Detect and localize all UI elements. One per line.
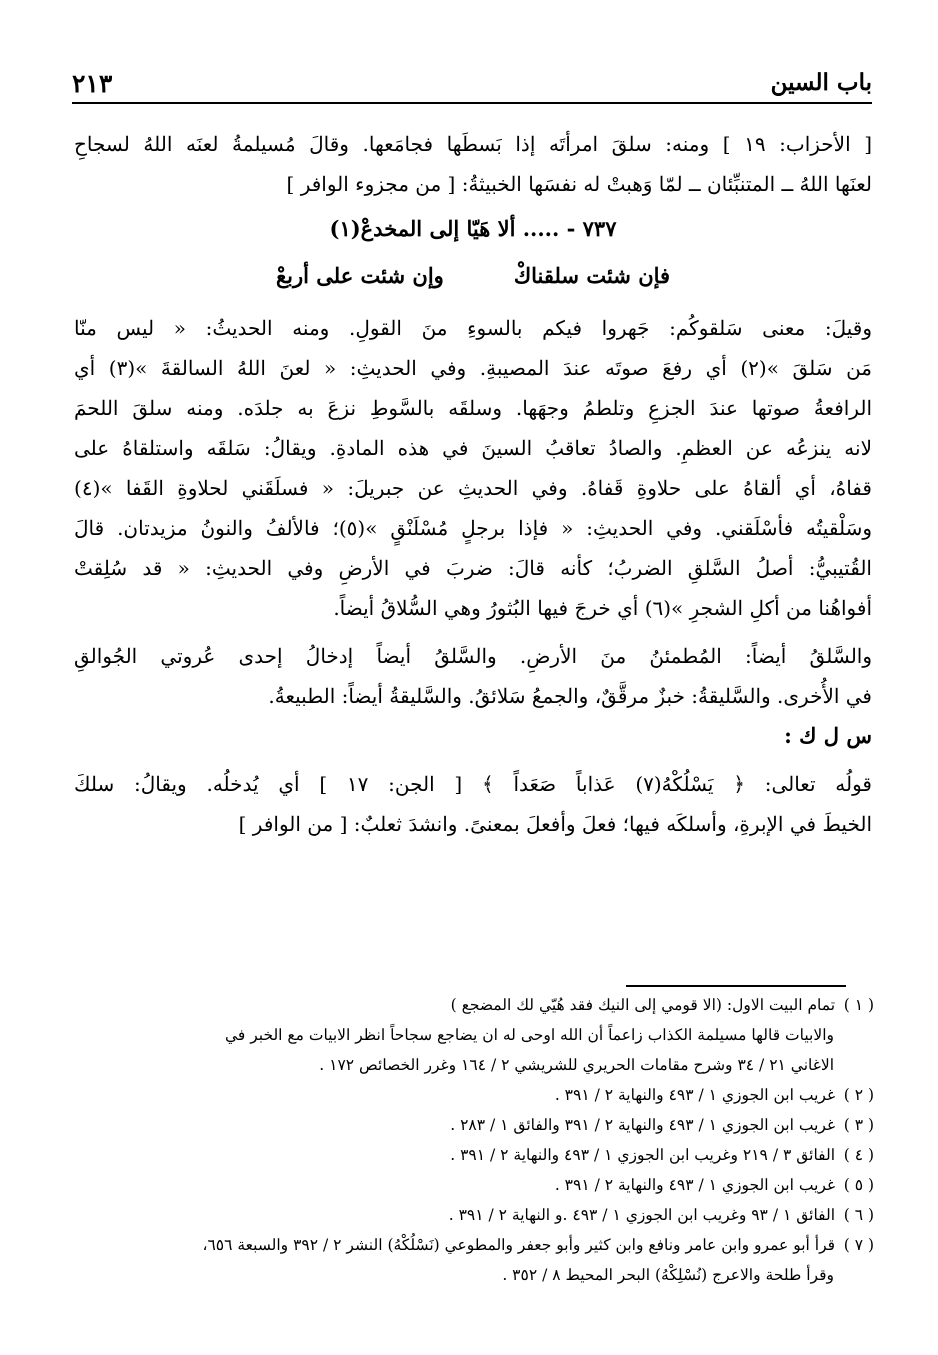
verse-hemistich-2: وإن شئت على أربعْ: [275, 263, 444, 288]
footnote-text: الاغاني ٢١ / ٣٤ وشرح مقامات الحريري للشريشي ٢ / ١٦٤ وغرر الخصائص ١٧٢ .: [319, 1056, 834, 1074]
footnote-number: ( ٧ ): [843, 1236, 874, 1254]
page-header: [72, 58, 872, 104]
page-number: ٢١٣: [72, 69, 113, 98]
footnote-number: ( ٢ ): [843, 1086, 874, 1104]
text-line: وقيلَ: معنى سَلقوكُم: جَهروا فيكم بالسوءِ منَ القولِ. ومنه الحديثُ: « ليس منّا: [74, 316, 872, 340]
footnote-text: غريب ابن الجوزي ١ / ٤٩٣ والنهاية ٢ / ٣٩١ والفائق ١ / ٢٨٣ .: [450, 1116, 836, 1134]
verse-number: ٧٣٧ - ..... ألا هَيّا إلى المخدعْ(١): [329, 216, 617, 241]
footnote-number: ( ٥ ): [843, 1176, 874, 1194]
text-line: في الأُخرى. والسَّليقةُ: خبزٌ مرقَّقٌ، والجمعُ سَلائقُ. والسَّليقةُ أيضاً: الطبيعةُ.: [268, 684, 872, 708]
text-line: مَن سَلقَ »(٢) أي رفعَ صوتَه عندَ المصيبةِ. وفي الحديثِ: « لعنَ اللهُ السالقةَ »(٣) أي: [74, 356, 872, 380]
footnote-number: ( ٤ ): [843, 1146, 874, 1164]
footnote-text: تمام البيت الاول: (الا قومي إلى النيك فقد هُيّي لك المضجع ): [450, 996, 836, 1014]
text-line: قفاهُ، أي ألقاهُ على حلاوةِ قَفاهُ. وفي الحديثِ عن جبريلَ: « فسلَقَني لحلاوةِ القَفا »(٤): [74, 476, 872, 500]
footnote-text: الفائق ٣ / ٢١٩ وغريب ابن الجوزي ١ / ٤٩٣ والنهاية ٢ / ٣٩١ .: [450, 1146, 836, 1164]
footnote: [74, 1080, 874, 1110]
footnote-divider: [626, 985, 846, 987]
text-line: القُتيبيُّ: أصلُ السَّلقِ الضربُ؛ كأنه قالَ: ضربَ في الأرضِ وفي الحديثِ: « قد سُلِقتْ: [74, 556, 872, 580]
text-line: والسَّلقُ أيضاً: المُطمئنُ منَ الأرضِ. والسَّلقُ أيضاً إدخالُ إحدى عُروتي الجُوالقِ: [74, 644, 872, 668]
poem-verse: [74, 252, 872, 300]
paragraph: [74, 764, 872, 844]
footnote: [74, 1230, 874, 1260]
text-line: أفواهُنا من أكلِ الشجرِ »(٦) أي خرجَ فيها البُثورُ وهي السُّلاقُ أيضاً.: [333, 596, 872, 620]
footnote: [74, 1200, 874, 1230]
footnote-text: وقرأ طلحة والاعرج (نُسْلِكْهُ) البحر المحيط ٨ / ٣٥٢ .: [502, 1266, 834, 1284]
footnotes: [74, 990, 874, 1290]
footnote-number: ( ٦ ): [843, 1206, 874, 1224]
footnote-number: ( ١ ): [843, 996, 874, 1014]
footnote-text: غريب ابن الجوزي ١ / ٤٩٣ والنهاية ٢ / ٣٩١ .: [554, 1176, 836, 1194]
footnote-text: غريب ابن الجوزي ١ / ٤٩٣ والنهاية ٢ / ٣٩١ .: [554, 1086, 836, 1104]
footnote: [74, 1260, 874, 1290]
footnote: [74, 1170, 874, 1200]
footnote: [74, 1020, 874, 1050]
footnote-text: والابيات قالها مسيلمة الكذاب زاعماً أن الله اوحى له ان يضاجع سجاحاً انظر الابيات مع الخبر في: [224, 1026, 834, 1044]
text-line: لعنَها اللهُ ــ المتنبِّئان ــ لمّا وَهبتْ له نفسَها الخبيثةُ: [ من مجزوء الوافر ]: [286, 172, 872, 196]
footnote: [74, 990, 874, 1020]
footnote-text: قرأ أبو عمرو وابن عامر ونافع وابن كثير وأبو جعفر والمطوعي (نَسْلُكْهُ) النشر ٢ / ٣٩٢ والسبعة ٦٥٦،: [202, 1236, 836, 1254]
text-line: [ الأحزاب: ١٩ ] ومنه: سلقَ امرأتَه إذا بَسطَها فجامَعها. وقالَ مُسيلمةُ لعنَه اللهُ لسجاحِ: [74, 132, 872, 156]
paragraph: [74, 308, 872, 628]
verse-hemistich-1: فإن شئت سلقناكْ: [513, 263, 671, 288]
footnote: [74, 1140, 874, 1170]
footnote-text: الفائق ١ / ٩٣ وغريب ابن الجوزي ١ / ٤٩٣ .و النهاية ٢ / ٣٩١ .: [448, 1206, 836, 1224]
footnote: [74, 1110, 874, 1140]
text-line: قولُه تعالى: ﴿ يَسْلُكْهُ(٧) عَذاباً صَعَداً ﴾ [ الجن: ١٧ ] أي يُدخلُه. ويقالُ: سلكَ: [74, 772, 872, 796]
entry-heading: س ل ك :: [784, 723, 872, 748]
text-line: الرافعةُ صوتها عندَ الجزعِ وتلطمُ وجهَها. وسلقَه بالسَّوطِ نزعَ به جلدَه. ومنه سلقَ اللحمَ: [74, 396, 872, 420]
footnote-number: ( ٣ ): [843, 1116, 874, 1134]
footnote: [74, 1050, 874, 1080]
paragraph: [74, 636, 872, 716]
section-title: باب السين: [770, 69, 872, 96]
text-line: لانه ينزعُه عن العظمِ. والصادُ تعاقبُ السينَ في هذه المادةِ. ويقالُ: سَلقَه واستلقاهُ على: [74, 436, 872, 460]
main-text: [74, 124, 872, 844]
text-line: الخيطَ في الإبرةِ، وأسلكَه فيها؛ فعلَ وأفعلَ بمعنىً. وانشدَ ثعلبٌ: [ من الوافر ]: [238, 812, 872, 836]
text-line: وسَلْقيتُه فأسْلَقني. وفي الحديثِ: « فإذا برجلٍ مُسْلَنْقٍ »(٥)؛ فالألفُ والنونُ مزيدتان. قالَ: [74, 516, 872, 540]
